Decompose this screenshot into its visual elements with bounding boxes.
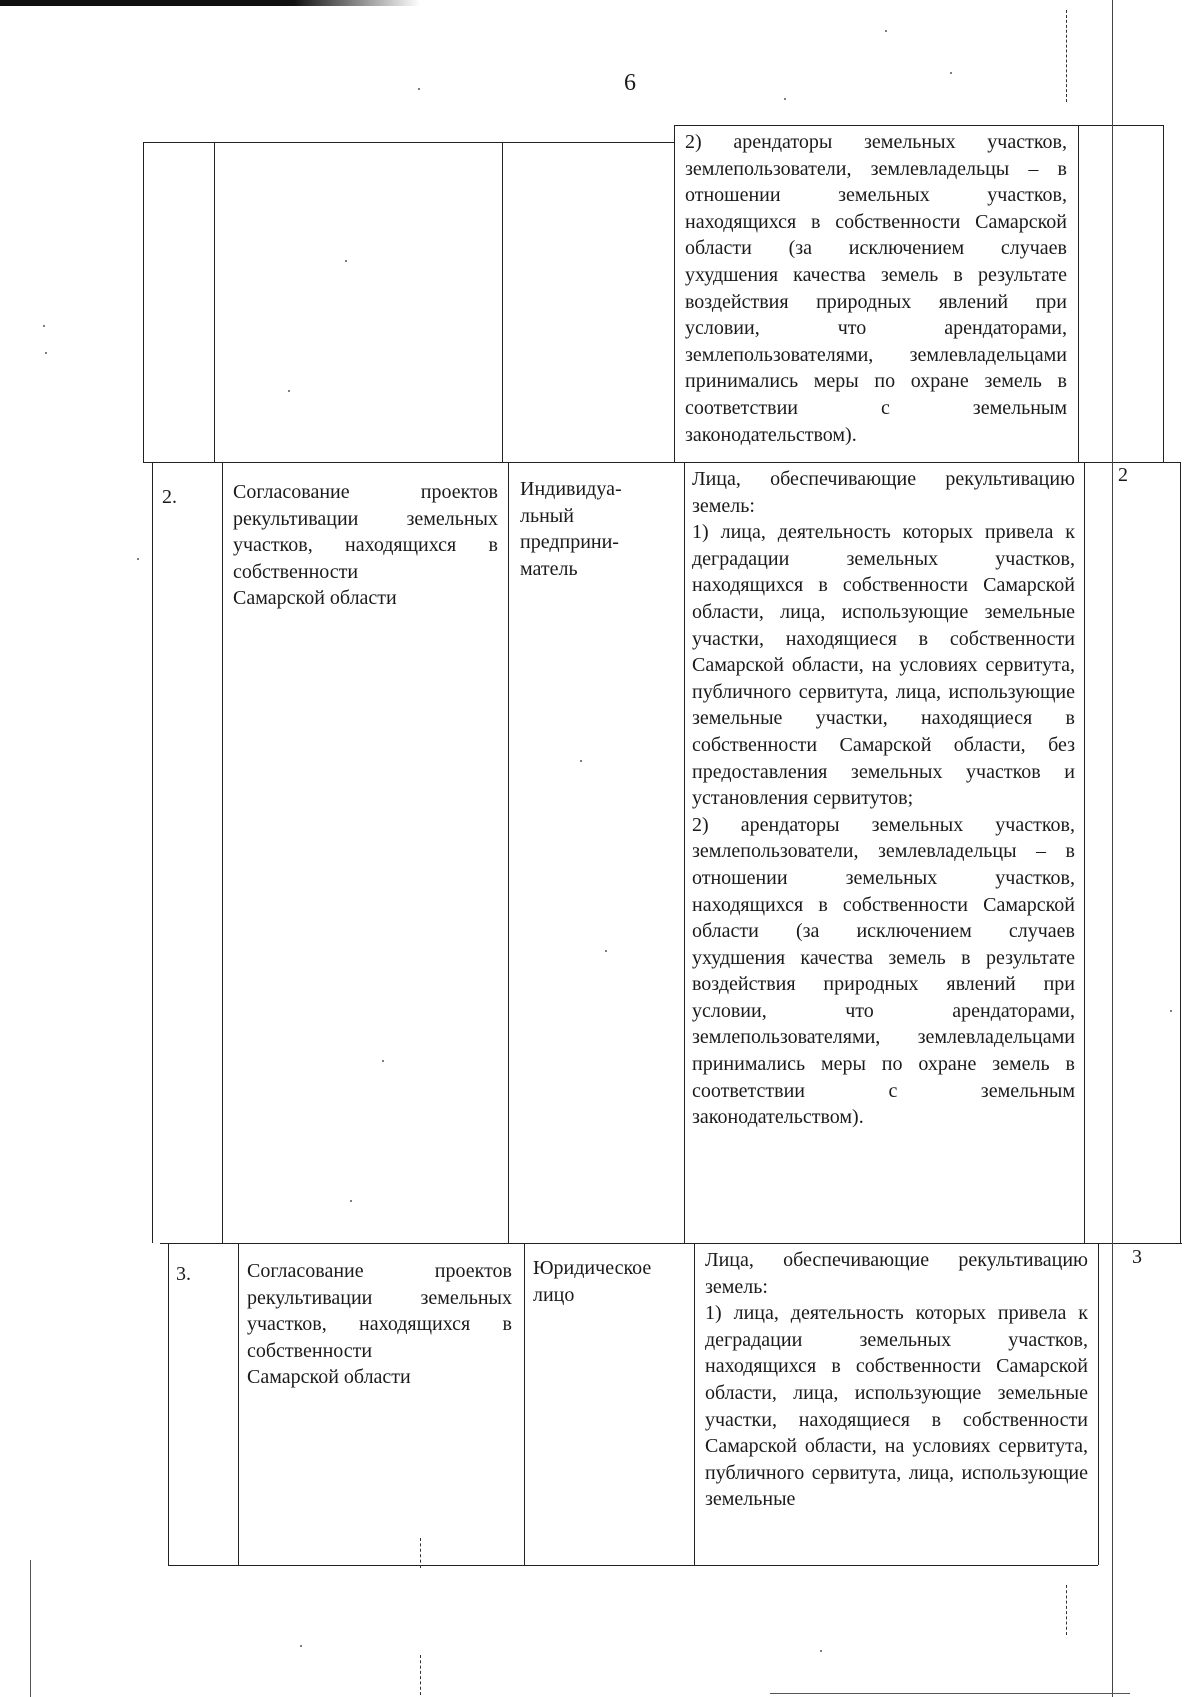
description-paragraph: Лица, обеспечивающие рекультивацию земель: — [705, 1249, 1088, 1298]
row-count: 2 — [1118, 464, 1128, 486]
row-description — [705, 1247, 1088, 1561]
row-number: 2. — [162, 486, 177, 508]
scan-line — [1112, 0, 1113, 1697]
row-number: 3. — [176, 1263, 191, 1285]
description-paragraph: 2) арендаторы земельных участков, землепользователи, землевладельцы – в отношении земельных участков, находящихся в собственности Самарской области (за исключением случаев ухудшения качества земель в результате воздействия природных явлений при условии, что арендаторами, землепользователями, землевладельцами принимались меры по охране земель в соответствии с земельным законодательством). — [685, 131, 1067, 446]
applicant-line: предприни- — [520, 531, 619, 554]
description-paragraph: 1) лица, деятельность которых привела к деградации земельных участков, находящихся в собственности Самарской области, лица, использующие земельные участки, находящиеся в собственности Самарской области, на условиях сервитута, публичного сервитута, лица, использующие земельные — [705, 1302, 1088, 1511]
applicant-line: лицо — [533, 1283, 575, 1306]
scan-dash — [420, 1538, 421, 1568]
scan-line — [770, 1693, 1130, 1694]
row-name — [233, 479, 498, 612]
row-description — [692, 466, 1075, 1131]
row-applicant — [533, 1255, 693, 1308]
page-number: 6 — [624, 70, 636, 96]
row-applicant — [520, 476, 675, 582]
name-paragraph: Согласование проектов рекультивации земельных участков, находящихся в собственности — [233, 481, 498, 583]
applicant-line: льный — [520, 504, 574, 527]
name-paragraph: Самарской области — [247, 1366, 411, 1389]
name-paragraph: Согласование проектов рекультивации земельных участков, находящихся в собственности — [247, 1260, 512, 1362]
scan-line — [30, 1560, 31, 1697]
row-count: 3 — [1132, 1246, 1142, 1268]
scan-dash — [420, 1655, 421, 1695]
row-name — [247, 1258, 512, 1391]
description-paragraph: 2) арендаторы земельных участков, землепользователи, землевладельцы – в отношении земельных участков, находящихся в собственности Самарской области (за исключением случаев ухудшения качества земель в результате воздействия природных явлений при условии, что арендаторами, землепользователями, землевладельцами принимались меры по охране земель в соответствии с земельным законодательством). — [692, 813, 1075, 1129]
row-description — [685, 129, 1067, 448]
scan-edge-mark — [0, 0, 420, 6]
description-paragraph: 1) лица, деятельность которых привела к деградации земельных участков, находящихся в собственности Самарской области, лица, использующие земельные участки, находящиеся в собственности Самарской области, на условиях сервитута, публичного сервитута, лица, использующие земельные участки, находящиеся в собственности Самарской области, без предоставления земельных участков и установления сервитутов; — [692, 521, 1075, 810]
name-paragraph: Самарской области — [233, 587, 397, 610]
applicant-line: матель — [520, 557, 578, 580]
description-paragraph: Лица, обеспечивающие рекультивацию земель: — [692, 468, 1075, 517]
applicant-line: Индивидуа- — [520, 478, 622, 500]
scan-dash — [1066, 1585, 1067, 1635]
applicant-line: Юридическое — [533, 1257, 652, 1279]
scan-dash — [1066, 10, 1067, 102]
